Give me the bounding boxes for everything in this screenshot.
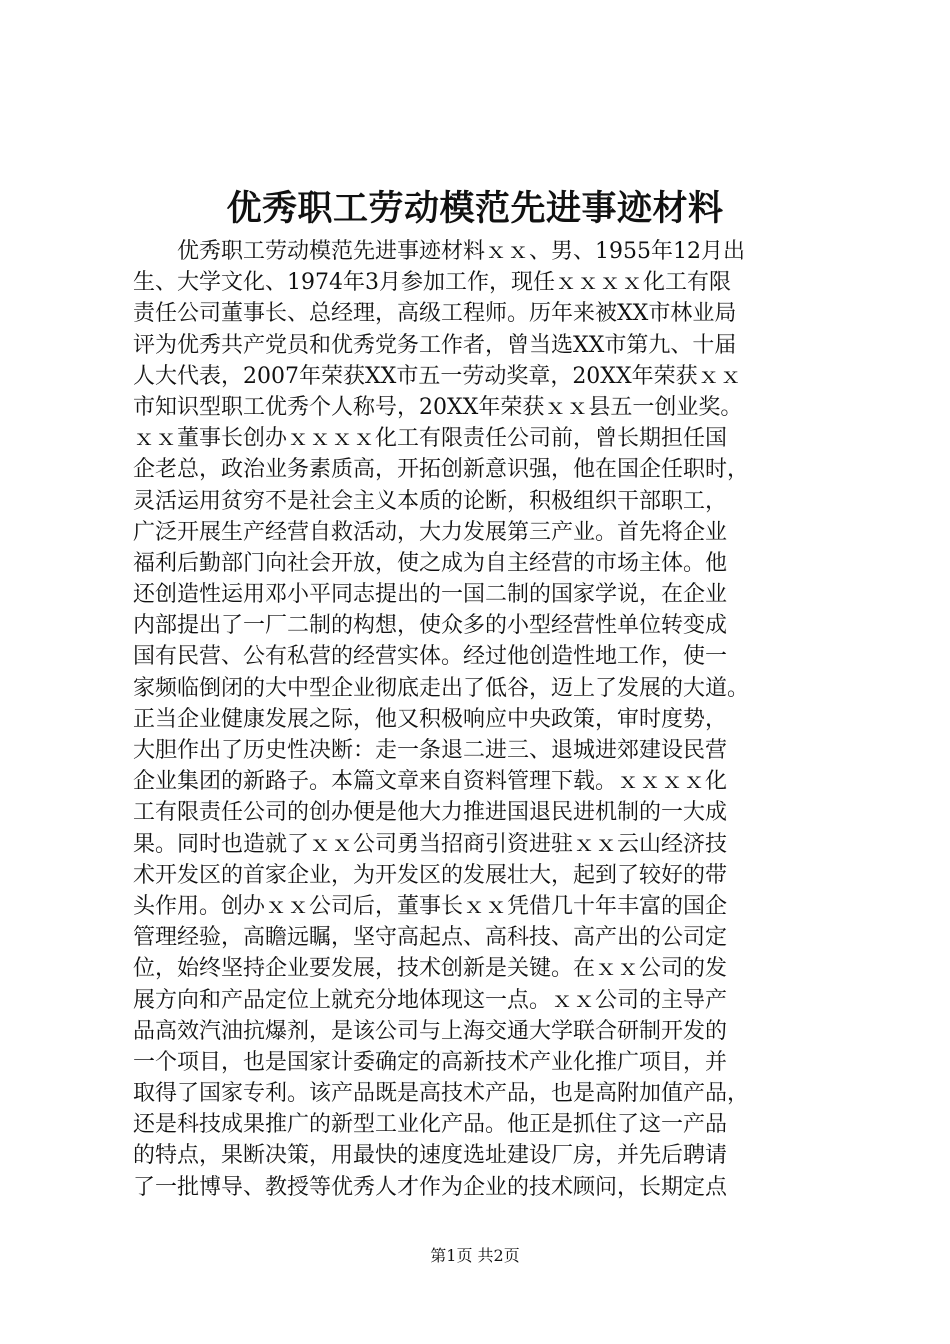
body-line: 责任公司董事长、总经理，高级工程师。历年来被XX市林业局 [133, 301, 737, 327]
document-title: 优秀职工劳动模范先进事迹材料 [226, 188, 724, 229]
body-line: 正当企业健康发展之际，他又积极响应中央政策，审时度势， [133, 706, 728, 732]
body-line: 家频临倒闭的大中型企业彻底走出了低谷，迈上了发展的大道。 [133, 675, 750, 701]
body-line: 内部提出了一厂二制的构想，使众多的小型经营性单位转变成 [133, 613, 728, 639]
body-line: 市知识型职工优秀个人称号，20XX年荣获ｘｘ县五一创业奖。 [133, 394, 743, 420]
body-line: 展方向和产品定位上就充分地体现这一点。ｘｘ公司的主导产 [133, 987, 728, 1013]
body-line: 企老总，政治业务素质高，开拓创新意识强，他在国企任职时， [133, 457, 750, 483]
page-number-footer: 第1页 共2页 [430, 1246, 520, 1265]
body-line: 国有民营、公有私营的经营实体。经过他创造性地工作，使一 [133, 644, 728, 670]
body-line: 术开发区的首家企业，为开发区的发展壮大，起到了较好的带 [133, 862, 728, 888]
body-line: 的特点，果断决策，用最快的速度选址建设厂房，并先后聘请 [133, 1143, 728, 1169]
body-line: ｘｘ董事长创办ｘｘｘｘ化工有限责任公司前，曾长期担任国 [133, 426, 728, 452]
body-line: 还创造性运用邓小平同志提出的一国二制的国家学说，在企业 [133, 582, 728, 608]
body-line: 工有限责任公司的创办便是他大力推进国退民进机制的一大成 [133, 800, 728, 826]
body-line: 企业集团的新路子。本篇文章来自资料管理下载。ｘｘｘｘ化 [133, 769, 728, 795]
body-line: 大胆作出了历史性决断：走一条退二进三、退城进郊建设民营 [133, 738, 728, 763]
body-line: 取得了国家专利。该产品既是高技术产品，也是高附加值产品， [133, 1081, 750, 1107]
body-line: 头作用。创办ｘｘ公司后，董事长ｘｘ凭借几十年丰富的国企 [133, 893, 728, 919]
body-line: 灵活运用贫穷不是社会主义本质的论断，积极组织干部职工， [133, 488, 728, 514]
body-line: 了一批博导、教授等优秀人才作为企业的技术顾问，长期定点 [133, 1174, 728, 1200]
body-line: 品高效汽油抗爆剂，是该公司与上海交通大学联合研制开发的 [133, 1018, 728, 1044]
body-line: 一个项目，也是国家计委确定的高新技术产业化推广项目，并 [133, 1049, 728, 1075]
body-line: 果。同时也造就了ｘｘ公司勇当招商引资进驻ｘｘ云山经济技 [133, 831, 728, 857]
body-line: 广泛开展生产经营自救活动，大力发展第三产业。首先将企业 [133, 519, 728, 545]
body-line: 位，始终坚持企业要发展，技术创新是关键。在ｘｘ公司的发 [133, 956, 728, 982]
body-line: 人大代表，2007年荣获XX市五一劳动奖章，20XX年荣获ｘｘ [133, 363, 742, 389]
body-line: 福利后勤部门向社会开放，使之成为自主经营的市场主体。他 [133, 550, 728, 576]
body-line: 还是科技成果推广的新型工业化产品。他正是抓住了这一产品 [133, 1112, 728, 1138]
document-body [133, 236, 853, 1203]
body-line: 评为优秀共产党员和优秀党务工作者，曾当选XX市第九、十届 [133, 332, 737, 358]
body-line: 生、大学文化、1974年3月参加工作，现任ｘｘｘｘ化工有限 [133, 270, 731, 296]
body-line: 管理经验，高瞻远瞩，坚守高起点、高科技、高产出的公司定 [133, 925, 728, 951]
body-line: 优秀职工劳动模范先进事迹材料ｘｘ、男、1955年12月出 [177, 239, 745, 264]
